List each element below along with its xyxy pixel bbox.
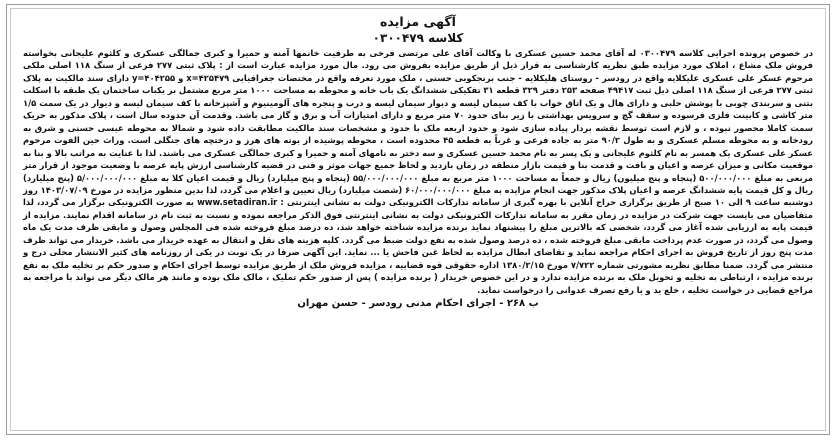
- notice-title: آگهی مزایده: [380, 14, 456, 29]
- notice-frame: [6, 4, 830, 435]
- notice-content: [23, 13, 813, 426]
- notice-file-number: کلاسه ۰۳۰۰۴۷۹: [372, 31, 464, 45]
- notice-inner-border: [10, 8, 826, 431]
- notice-body: در خصوص پرونده اجرایی کلاسه ۰۳۰۰۴۷۹ له آقای محمد حسین عسکری با وکالت آقای علی مرتضی فرخی به طرفیت خانمها آمنه و حمیرا و کبری جمالگی عسکری و کلثوم علیجانی بخواسته فروش ملک مشاع ، املاک مورد مزایده طبق نظریه کارشناسی به قرار ذیل از طریق مزایده بفروش می رود. مال مورد مزایده عبارت است از : پلاک ثبتی ۲۷۷ فرعی از سنگ ۱۱۸ اصلی ملکی مرحوم عسکر علی عسکری علیکلایه واقع در رودسر - روستای هلیکلایه - جنب برنجکوبی حسنی ، ملک مورد تعرفه واقع در مختصات جغرافیایی x=۴۲۵۴۷۹ و y=۴۰۴۲۵۵ دارای سند مالکیت به پلاک ثبتی ۲۷۷ فرعی از سنگ ۱۱۸ اصلی ذیل ثبت ۴۹۴۱۷ صفحه ۲۵۳ دفتر ۳۲۹ قطعه ۳۱ تفکیکی ششدانگ یک باب خانه و محوطه به مساحت ۱۰۰۰ متر مربع مشتمل بر یکباب ساختمان یک طبقه با اسکلت بتنی و سربندی چوبی با پوشش حلبی و دارای هال و یک اتاق خواب با کف سیمان لیسه و دیوار سیمان لیسه و درب و پنجره های آلومینیوم و آشپزخانه با کف سیمان لیسه و دیوار در یک سمت ۱/۵ متر کاشی و کابینت فلزی فرسوده و سقف گچ و سرویس بهداشتی با زیر بنای حدود ۷۰ متر مربع و دارای امتیازات آب و برق و گاز می باشد. وقدمت آن حدوده سال است ، پلاک مذکور به حریک سمت کاملا محصور نبوده ، و لازم است توسط نقشه بردار پیاده سازی شود و حدود اربعه ملک با حدود و مشخصات سند مالکیت مطابقت داده شود و شمالا به محوطه عیسی حسنی و شرق به رودخانه و به محوطه مسلم عسکری و به طول ۹۰/۲ متر به جاده فرعی و غرباً به قطعه ۴۵ محدوده است ، محوطه پوشیده از بوته های هرز و درختچه های جنگلی است. وراث حین الفوت مرحوم عسکر علی عسکری یک همسر به نام کلثوم علیجانی و یک پسر به نام محمد حسین عسکری و سه دختر به نامهای آمنه و حمیرا و کبری جمالگی عسکری می باشند. لذا با عنایت به مراتب بالا و بنا به موقعیت مکانی و میزان عرصه و اعیان و بافت و قدمت بنا و قیمت بازار منطقه در زمان بازدید و لحاظ جمیع جهات موثر و فنی در قضیه کارشناسی ارزش پایه عرصه با وضعیت موجود از قرار متر مربعی به مبلغ ۵۰۰/۰۰۰/۰۰۰ (پنجاه و پنج میلیون) ریال و جمعاً به مساحت ۱۰۰۰ متر مربع به مبلغ ۵۵/۰۰۰/۰۰۰/۰۰۰ (پنجاه و پنج میلیارد) ریال و قیمت اعیان کلا به مبلغ ۵/۰۰۰/۰۰۰/۰۰۰ (پنج میلیارد) ریال و کل قیمت پایه ششدانگ عرصه و اعیان پلاک مذکور جهت انجام مزایده به مبلغ ۶۰/۰۰۰/۰۰۰/۰۰۰ (شصت میلیارد) ریال تعیین و اعلام می گردد، لذا بدین منظور مزایده در مورخ ۱۴۰۳/۰۷/۰۹ روز دوشنبه ساعت ۹ الی ۱۰ صبح از طریق برگزاری حراج آنلاین با بهره گیری از سامانه تدارکات الکترونیکی دولت به نشانی اینترنتی : www.setadiran.ir به صورت الکترونیکی برگزار می گردد، لذا متقاضیان می بایست جهت شرکت در مزایده در زمان مقرر به سامانه تدارکات الکترونیکی دولت به نشانی اینترنتی فوق الذکر مراجعه نموده و نسبت به ثبت نام در سامانه اقدام نمایند. مزایده از قیمت پایه به ارزیابی شده آغاز می گردد، شخصی که بالاترین مبلغ را پیشنهاد نماید برنده مزایده شناخته خواهد شد، ده درصد مبلغ فروخته شده فی المجلس وصول و مابقی ظرف مدت یک ماه وصول می گردد، در صورت عدم پرداخت مابقی مبلغ فروخته شده ، ده درصد وصول شده به نفع دولت ضبط می گردد. کلیه هزینه های نقل و انتقال به عهده خریدار می باشد. خریدار می تواند ظرف مدت پنج روز از تاریخ فروش به اجرای احکام مراجعه نماید و تقاضای ابطال مزایده به لحاظ غبن فاحش یا ... نماید. این آگهی صرفا در یک نوبت در یکی از روزنامه های کثیر الانتشار محلی درج و منتشر می گردد. ضمنا مطابق نظریه مشورتی شماره ۷/۷۲۲ مورخ ۱۳۸۰/۲/۱۵ اداره حقوقی قوه قضاییه ، مزایده فروش ملک از طریق مزایده توسط اجرای احکام و صدور حکم بر تخلیه ملک به نفع برنده مزایده ، ارتباطی به تخلیه و تحویل ملک به برنده مزایده ندارد و در این خصوص خریدار ( برنده مزایده ) پس از صدور حکم تملیک ، مالک ملک بوده و مانند هر مالک دیگر می تواند با مراجعه به مراجع قضایی در خواست تخلیه ، خلع ید و یا رفع تصرف عدوانی را درخواست نماید.: [23, 48, 814, 295]
- notice-footer: ب ۲۶۸ - اجرای احکام مدنی رودسر - حسن مهران: [297, 298, 539, 310]
